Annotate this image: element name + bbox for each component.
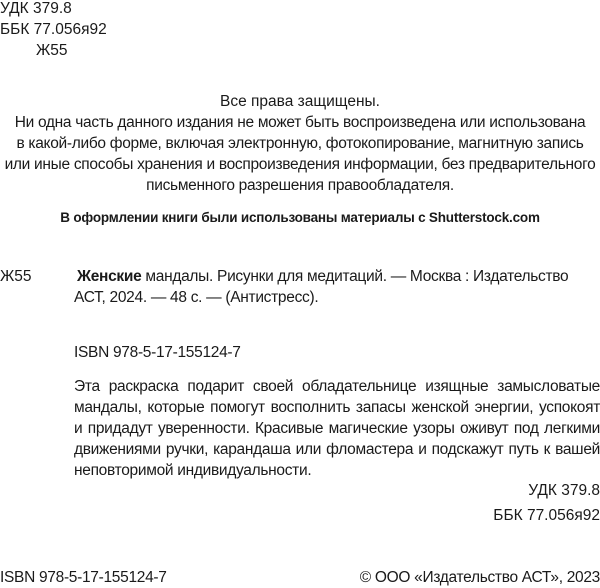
author-mark-top: Ж55 bbox=[36, 42, 68, 59]
copyright: © ООО «Издательство АСТ», 2023 bbox=[359, 569, 600, 586]
title-rest: мандалы. Рисунки для медитаций. — Москва : Издательство bbox=[141, 268, 569, 285]
annotation-line: движениями ручки, карандаша или фломастера и подскажут путь к вашей bbox=[74, 441, 600, 458]
udk-code-bottom: УДК 379.8 bbox=[528, 482, 600, 499]
bibliographic-line-2: АСТ, 2024. — 48 с. — (Антистресс). bbox=[74, 289, 319, 306]
bbk-code-top: ББК 77.056я92 bbox=[0, 21, 107, 38]
rights-line: или иные способы хранения и воспроизведения информации, без предварительного bbox=[4, 156, 596, 173]
bbk-code-bottom: ББК 77.056я92 bbox=[493, 507, 600, 524]
annotation-line: и придадут уверенности. Красивые магические узоры оживут под легкими bbox=[74, 420, 600, 437]
isbn-bottom: ISBN 978-5-17-155124-7 bbox=[0, 569, 167, 586]
bibliographic-line-1 bbox=[77, 266, 568, 287]
rights-line: в какой-либо форме, включая электронную, фотокопирование, магнитную запись bbox=[16, 135, 584, 152]
isbn: ISBN 978-5-17-155124-7 bbox=[74, 344, 241, 361]
udk-code-top: УДК 379.8 bbox=[0, 0, 72, 17]
image-credits: В оформлении книги были использованы материалы с Shutterstock.com bbox=[60, 210, 540, 225]
annotation-line: Эта раскраска подарит своей обладательнице изящные замысловатые bbox=[74, 378, 600, 395]
author-mark: Ж55 bbox=[0, 268, 32, 285]
rights-line: Ни одна часть данного издания не может быть воспроизведена или использована bbox=[14, 114, 586, 131]
rights-line: письменного разрешения правообладателя. bbox=[146, 177, 454, 194]
annotation-line: мандалы, которые помогут восполнить запасы женской энергии, успокоят bbox=[74, 399, 600, 416]
rights-title: Все права защищены. bbox=[220, 93, 380, 110]
annotation-paragraph bbox=[74, 376, 600, 481]
title-bold-word: Женские bbox=[77, 268, 142, 285]
annotation-line: неповторимой индивидуальности. bbox=[74, 462, 312, 479]
